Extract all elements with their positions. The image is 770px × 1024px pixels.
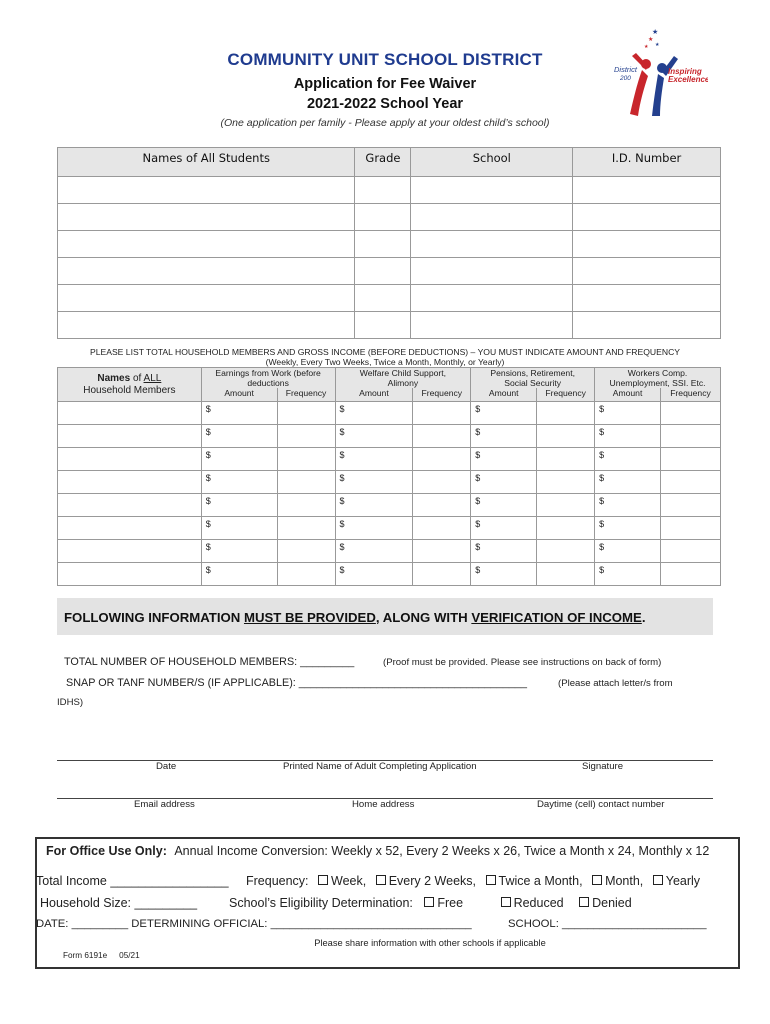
income-frequency-cell[interactable] bbox=[277, 471, 335, 494]
idhs-note: IDHS) bbox=[57, 697, 84, 708]
contact-number-label: Daytime (cell) contact number bbox=[537, 799, 665, 810]
checkbox-week[interactable] bbox=[318, 875, 328, 885]
income-frequency-cell[interactable] bbox=[413, 471, 471, 494]
date-official-field[interactable]: DATE: _________ DETERMINING OFFICIAL: ________________________________ bbox=[36, 918, 472, 930]
student-school-cell[interactable] bbox=[411, 177, 573, 204]
income-frequency-cell[interactable] bbox=[661, 402, 721, 425]
frequency-note: (Weekly, Every Two Weeks, Twice a Month, Monthly, or Yearly) bbox=[265, 357, 505, 367]
household-member-name-cell[interactable] bbox=[58, 540, 202, 563]
student-name-cell[interactable] bbox=[58, 258, 355, 285]
student-name-cell[interactable] bbox=[58, 231, 355, 258]
income-frequency-cell[interactable] bbox=[661, 494, 721, 517]
district-logo-icon bbox=[612, 26, 708, 118]
email-label: Email address bbox=[134, 799, 195, 810]
checkbox-twice-a-month[interactable] bbox=[486, 875, 496, 885]
household-size-field[interactable]: Household Size: _________ bbox=[40, 896, 198, 910]
income-amount-cell[interactable]: $ bbox=[471, 494, 537, 517]
household-row bbox=[58, 425, 721, 448]
of-label: of bbox=[130, 372, 144, 384]
student-row bbox=[58, 258, 721, 285]
col-id-number: I.D. Number bbox=[573, 148, 721, 177]
date-label: Date bbox=[156, 761, 177, 772]
col-frequency: Frequency bbox=[277, 388, 335, 402]
income-frequency-cell[interactable] bbox=[537, 517, 595, 540]
income-amount-cell[interactable]: $ bbox=[595, 402, 661, 425]
income-frequency-cell[interactable] bbox=[277, 563, 335, 586]
names-label: Names bbox=[97, 372, 131, 384]
household-header-row bbox=[58, 368, 721, 389]
income-frequency-cell[interactable] bbox=[661, 425, 721, 448]
checkbox-every-2-weeks[interactable] bbox=[376, 875, 386, 885]
office-use-label: For Office Use Only: bbox=[46, 844, 167, 858]
checkbox-reduced[interactable] bbox=[501, 897, 511, 907]
household-row bbox=[58, 471, 721, 494]
income-frequency-cell[interactable] bbox=[413, 517, 471, 540]
checkbox-denied[interactable] bbox=[579, 897, 589, 907]
income-amount-cell[interactable]: $ bbox=[471, 517, 537, 540]
income-frequency-cell[interactable] bbox=[661, 517, 721, 540]
income-frequency-cell[interactable] bbox=[537, 494, 595, 517]
household-row bbox=[58, 448, 721, 471]
frequency-options: Frequency: Week, Every 2 Weeks, Twice a Month, Month, Yearly bbox=[246, 874, 701, 888]
income-frequency-cell[interactable] bbox=[661, 540, 721, 563]
income-amount-cell[interactable]: $ bbox=[471, 563, 537, 586]
share-info-note: Please share information with other schools if applicable bbox=[314, 938, 546, 948]
income-amount-cell[interactable]: $ bbox=[595, 563, 661, 586]
income-frequency-cell[interactable] bbox=[277, 540, 335, 563]
income-frequency-cell[interactable] bbox=[661, 448, 721, 471]
income-amount-cell[interactable]: $ bbox=[201, 448, 277, 471]
col-group-workers-comp: Workers Comp. Unemployment, SSI. Etc. bbox=[595, 368, 721, 389]
income-frequency-cell[interactable] bbox=[661, 563, 721, 586]
col-amount: Amount bbox=[471, 388, 537, 402]
district-logo bbox=[612, 26, 708, 118]
income-frequency-cell[interactable] bbox=[661, 471, 721, 494]
income-amount-cell[interactable]: $ bbox=[335, 494, 413, 517]
household-row bbox=[58, 563, 721, 586]
home-address-label: Home address bbox=[352, 799, 415, 810]
col-frequency: Frequency bbox=[413, 388, 471, 402]
income-amount-cell[interactable]: $ bbox=[335, 540, 413, 563]
student-school-cell[interactable] bbox=[411, 312, 573, 339]
income-amount-cell[interactable]: $ bbox=[201, 517, 277, 540]
form-note: (One application per family - Please apply at your oldest child’s school) bbox=[220, 117, 550, 129]
income-amount-cell[interactable]: $ bbox=[595, 448, 661, 471]
school-field[interactable]: SCHOOL: _______________________ bbox=[508, 918, 707, 930]
svg-text:★: ★ bbox=[644, 44, 649, 50]
svg-text:★: ★ bbox=[648, 37, 654, 43]
proof-note: (Proof must be provided. Please see instructions on back of form) bbox=[383, 657, 662, 668]
income-amount-cell[interactable]: $ bbox=[201, 563, 277, 586]
svg-text:★: ★ bbox=[655, 42, 660, 48]
student-row bbox=[58, 312, 721, 339]
student-grade-cell[interactable] bbox=[355, 204, 411, 231]
income-frequency-cell[interactable] bbox=[277, 448, 335, 471]
income-amount-cell[interactable]: $ bbox=[471, 471, 537, 494]
income-amount-cell[interactable]: $ bbox=[335, 425, 413, 448]
income-amount-cell[interactable]: $ bbox=[595, 494, 661, 517]
students-header-row bbox=[58, 148, 721, 177]
student-school-cell[interactable] bbox=[411, 285, 573, 312]
col-amount: Amount bbox=[201, 388, 277, 402]
attach-letter-note: (Please attach letter/s from bbox=[558, 678, 673, 689]
student-name-cell[interactable] bbox=[58, 285, 355, 312]
col-group-welfare: Welfare Child Support, Alimony bbox=[335, 368, 471, 389]
svg-text:★: ★ bbox=[652, 29, 659, 36]
income-frequency-cell[interactable] bbox=[413, 494, 471, 517]
income-amount-cell[interactable]: $ bbox=[595, 425, 661, 448]
income-frequency-cell[interactable] bbox=[537, 540, 595, 563]
printed-name-label: Printed Name of Adult Completing Application bbox=[283, 761, 477, 772]
household-members-field[interactable]: TOTAL NUMBER OF HOUSEHOLD MEMBERS: _________ bbox=[64, 656, 355, 668]
income-amount-cell[interactable]: $ bbox=[201, 425, 277, 448]
frequency-label: Frequency: bbox=[246, 874, 309, 888]
household-member-name-cell[interactable] bbox=[58, 494, 202, 517]
student-id-cell[interactable] bbox=[573, 258, 721, 285]
income-amount-cell[interactable]: $ bbox=[471, 402, 537, 425]
all-label: ALL bbox=[143, 372, 162, 384]
col-grade: Grade bbox=[355, 148, 411, 177]
income-amount-cell[interactable]: $ bbox=[201, 494, 277, 517]
income-frequency-cell[interactable] bbox=[537, 425, 595, 448]
col-household-members bbox=[58, 368, 202, 402]
checkbox-free[interactable] bbox=[424, 897, 434, 907]
income-amount-cell[interactable]: $ bbox=[335, 517, 413, 540]
logo-tagline-2: Excellence bbox=[668, 75, 708, 84]
income-amount-cell[interactable]: $ bbox=[335, 448, 413, 471]
form-number: Form 6191e 05/21 bbox=[63, 951, 140, 960]
checkbox-yearly[interactable] bbox=[653, 875, 663, 885]
household-income-table bbox=[57, 367, 721, 586]
col-group-earnings: Earnings from Work (before deductions bbox=[201, 368, 335, 389]
student-id-cell[interactable] bbox=[573, 285, 721, 312]
logo-number-text: 200 bbox=[620, 75, 631, 82]
col-frequency: Frequency bbox=[537, 388, 595, 402]
student-grade-cell[interactable] bbox=[355, 312, 411, 339]
student-name-cell[interactable] bbox=[58, 312, 355, 339]
income-frequency-cell[interactable] bbox=[537, 563, 595, 586]
student-school-cell[interactable] bbox=[411, 204, 573, 231]
income-conversion-text: Annual Income Conversion: Weekly x 52, Every 2 Weeks x 26, Twice a Month x 24, Monthly x 12 bbox=[174, 844, 710, 858]
school-year: 2021-2022 School Year bbox=[306, 96, 464, 112]
student-grade-cell[interactable] bbox=[355, 177, 411, 204]
household-rows bbox=[58, 402, 721, 586]
income-frequency-cell[interactable] bbox=[413, 425, 471, 448]
col-amount: Amount bbox=[595, 388, 661, 402]
student-row bbox=[58, 177, 721, 204]
income-frequency-cell[interactable] bbox=[413, 402, 471, 425]
household-member-name-cell[interactable] bbox=[58, 448, 202, 471]
student-row bbox=[58, 285, 721, 312]
household-row bbox=[58, 402, 721, 425]
student-school-cell[interactable] bbox=[411, 231, 573, 258]
income-amount-cell[interactable]: $ bbox=[471, 448, 537, 471]
col-school: School bbox=[411, 148, 573, 177]
students-table bbox=[57, 147, 721, 339]
household-instruction: PLEASE LIST TOTAL HOUSEHOLD MEMBERS AND GROSS INCOME (BEFORE DEDUCTIONS) – YOU MUST INDICATE AMOUNT AND FREQUENCY bbox=[89, 347, 681, 357]
district-title: COMMUNITY UNIT SCHOOL DISTRICT bbox=[227, 50, 543, 69]
student-grade-cell[interactable] bbox=[355, 285, 411, 312]
income-frequency-cell[interactable] bbox=[537, 448, 595, 471]
col-frequency: Frequency bbox=[661, 388, 721, 402]
income-amount-cell[interactable]: $ bbox=[471, 425, 537, 448]
col-amount: Amount bbox=[335, 388, 413, 402]
income-frequency-cell[interactable] bbox=[277, 494, 335, 517]
income-amount-cell[interactable]: $ bbox=[471, 540, 537, 563]
col-names-of-all-students: Names of All Students bbox=[58, 148, 355, 177]
signature-label: Signature bbox=[582, 761, 624, 772]
student-row bbox=[58, 204, 721, 231]
col-group-pensions: Pensions, Retirement, Social Security bbox=[471, 368, 595, 389]
total-income-field[interactable]: Total Income _________________ bbox=[36, 874, 229, 888]
student-id-cell[interactable] bbox=[573, 312, 721, 339]
student-id-cell[interactable] bbox=[573, 177, 721, 204]
form-title: Application for Fee Waiver bbox=[293, 76, 477, 92]
required-info-text: FOLLOWING INFORMATION MUST BE PROVIDED, ALONG WITH VERIFICATION OF INCOME. bbox=[64, 610, 646, 625]
household-member-name-cell[interactable] bbox=[58, 425, 202, 448]
student-name-cell[interactable] bbox=[58, 204, 355, 231]
snap-tanf-field[interactable]: SNAP OR TANF NUMBER/S (IF APPLICABLE): ______________________________________ bbox=[66, 677, 527, 689]
income-amount-cell[interactable]: $ bbox=[595, 471, 661, 494]
income-frequency-cell[interactable] bbox=[413, 563, 471, 586]
income-amount-cell[interactable]: $ bbox=[595, 540, 661, 563]
logo-district-text: District bbox=[614, 65, 637, 74]
eligibility-options: School’s Eligibility Determination: Free Reduced Denied bbox=[229, 896, 632, 910]
household-member-name-cell[interactable] bbox=[58, 402, 202, 425]
household-row bbox=[58, 517, 721, 540]
household-member-name-cell[interactable] bbox=[58, 517, 202, 540]
logo-tagline-1: Inspiring bbox=[668, 67, 702, 76]
income-amount-cell[interactable]: $ bbox=[201, 540, 277, 563]
eligibility-label: School’s Eligibility Determination: bbox=[229, 896, 413, 910]
income-frequency-cell[interactable] bbox=[277, 402, 335, 425]
student-name-cell[interactable] bbox=[58, 177, 355, 204]
income-amount-cell[interactable]: $ bbox=[201, 402, 277, 425]
income-frequency-cell[interactable] bbox=[277, 425, 335, 448]
household-row bbox=[58, 494, 721, 517]
income-amount-cell[interactable]: $ bbox=[595, 517, 661, 540]
income-amount-cell[interactable]: $ bbox=[201, 471, 277, 494]
income-frequency-cell[interactable] bbox=[277, 517, 335, 540]
student-grade-cell[interactable] bbox=[355, 258, 411, 285]
household-row bbox=[58, 540, 721, 563]
income-amount-cell[interactable]: $ bbox=[335, 563, 413, 586]
student-school-cell[interactable] bbox=[411, 258, 573, 285]
income-frequency-cell[interactable] bbox=[537, 471, 595, 494]
household-members-label: Household Members bbox=[83, 384, 176, 396]
income-amount-cell[interactable]: $ bbox=[335, 471, 413, 494]
income-amount-cell[interactable]: $ bbox=[335, 402, 413, 425]
student-grade-cell[interactable] bbox=[355, 231, 411, 258]
income-frequency-cell[interactable] bbox=[537, 402, 595, 425]
office-conversion-line bbox=[46, 844, 709, 858]
household-member-name-cell[interactable] bbox=[58, 563, 202, 586]
student-row bbox=[58, 231, 721, 258]
student-id-cell[interactable] bbox=[573, 231, 721, 258]
household-member-name-cell[interactable] bbox=[58, 471, 202, 494]
student-id-cell[interactable] bbox=[573, 204, 721, 231]
income-frequency-cell[interactable] bbox=[413, 540, 471, 563]
checkbox-month[interactable] bbox=[592, 875, 602, 885]
income-frequency-cell[interactable] bbox=[413, 448, 471, 471]
